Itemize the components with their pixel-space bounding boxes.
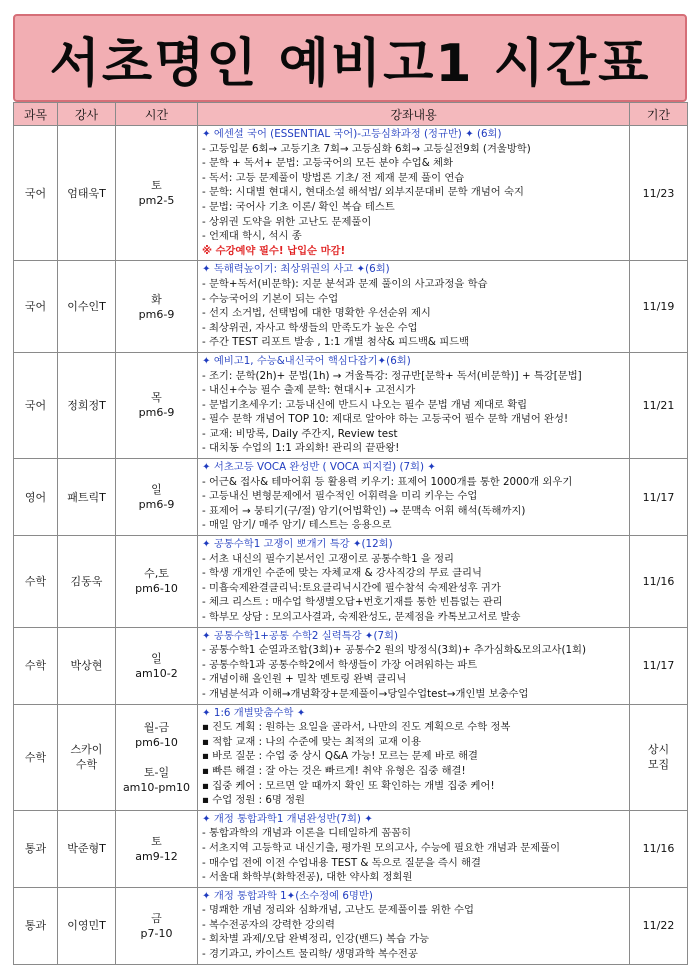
period-text: 11/21 — [642, 398, 675, 412]
content-line: - 조기: 문학(2h)+ 문법(1h) → 겨울특강: 정규반[문학+ 독서(비문학)] + 특강[문법] — [202, 369, 582, 382]
content-line: - 최상위권, 자사고 학생들의 만족도가 높은 수업 — [202, 321, 418, 334]
teacher-cell — [58, 126, 116, 261]
content-line: ▪ 진도 계획 : 원하는 요일을 골라서, 나만의 진도 계획으로 수학 정복 — [202, 721, 511, 734]
period-text: 11/23 — [642, 186, 675, 200]
content-line: ▪ 바로 질문 : 수업 중 상시 Q&A 가능! 모르는 문제 바로 해결 — [202, 750, 478, 763]
table-row — [14, 627, 688, 704]
content-line: - 경기과고, 카이스트 물리학/ 생명과학 복수전공 — [202, 948, 418, 961]
subject-cell: 국어 — [14, 126, 58, 261]
content-line: - 내신+수능 필수 출제 문학: 현대시+ 고전시가 — [202, 384, 416, 397]
page-title: 서초명인 예비고1 시간표 — [49, 33, 651, 94]
content-line: - 서초지역 고등학교 내신기출, 평가원 모의고사, 수능에 필요한 개념과 문제풀이 — [202, 841, 561, 854]
content-cell — [198, 459, 630, 536]
content-cell — [198, 536, 630, 628]
period-text: 11/17 — [642, 490, 675, 504]
content-cell — [198, 352, 630, 458]
time-line — [118, 750, 195, 765]
period-text: 11/16 — [642, 842, 675, 856]
period-text: 11/16 — [642, 574, 675, 588]
time-line: 토 — [151, 834, 162, 848]
time-line: am10-pm10 — [122, 780, 191, 794]
content-line: - 문학: 시대별 현대시, 현대소설 해석법/ 외부지문대비 문학 개념어 숙지 — [202, 186, 524, 199]
teacher-cell — [58, 261, 116, 353]
title-banner — [13, 14, 687, 102]
subject-cell: 국어 — [14, 261, 58, 353]
table-row — [14, 536, 688, 628]
period-cell — [630, 887, 688, 964]
teacher-text: 김동욱 — [70, 574, 103, 588]
content-line: - 주간 TEST 리포트 발송 , 1:1 개별 첨삭& 피드백& 피드백 — [202, 336, 470, 349]
period-cell — [630, 261, 688, 353]
teacher-line: 수학 — [75, 758, 98, 772]
time-line: 수,토 — [144, 567, 169, 581]
timetable — [13, 102, 688, 965]
content-line: ▪ 집중 케어 : 모르면 알 때까지 확인 또 확인하는 개별 집중 케어! — [202, 779, 495, 792]
content-line: ✦ 예비고1, 수능&내신국어 핵심다잡기✦(6회) — [202, 354, 411, 367]
period-text: 11/22 — [642, 919, 675, 933]
content-line: - 명쾌한 개념 정리와 심화개념, 고난도 문제풀이를 위한 수업 — [202, 904, 474, 917]
content-line: - 통합과학의 개념과 이론을 디테일하게 꼼꼼히 — [202, 827, 412, 840]
timetable-sheet — [13, 14, 687, 961]
period-cell — [630, 352, 688, 458]
period-cell — [630, 536, 688, 628]
teacher-text: 정희정T — [67, 398, 106, 412]
header-row — [14, 103, 688, 126]
content-line: - 매수업 전에 이전 수업내용 TEST & 독으로 질문을 즉시 해결 — [202, 856, 481, 869]
content-line: - 매일 암기/ 매주 암기/ 테스트는 응용으로 — [202, 519, 392, 532]
subject-cell: 영어 — [14, 459, 58, 536]
col-header-time: 시간 — [116, 103, 198, 126]
content-line: - 개념분석과 이해→개념확장+문제풀이→당일수업test→개인별 보충수업 — [202, 687, 529, 700]
content-line: - 학부모 상담 : 모의고사결과, 숙제완성도, 문제점을 카톡보고서로 발송 — [202, 611, 521, 623]
time-cell — [116, 810, 198, 887]
col-header-period: 기간 — [630, 103, 688, 126]
content-line: - 수능국어의 기본이 되는 수업 — [202, 292, 339, 305]
content-line: ※ 수강예약 필수! 납입순 마감! — [202, 244, 346, 257]
content-line: - 학생 개개인 수준에 맞는 자체교재 & 강사직강의 무료 클리닉 — [202, 567, 482, 580]
content-line: - 문학+독서(비문학): 지문 분석과 문제 풀이의 사고과정을 학습 — [202, 277, 488, 290]
teacher-text: 박준형T — [67, 842, 106, 856]
subject-cell: 통과 — [14, 810, 58, 887]
content-line: ✦ 서초고등 VOCA 완성반 ( VOCA 피지컬) (7회) ✦ — [202, 461, 436, 474]
teacher-text: 패트릭T — [67, 490, 106, 504]
time-line: 토-일 — [143, 765, 170, 779]
time-line: 일 — [151, 483, 162, 497]
content-cell — [198, 627, 630, 704]
time-line: 월-금 — [143, 720, 170, 734]
time-cell — [116, 261, 198, 353]
time-line: 일 — [151, 651, 162, 665]
content-line: - 대치동 수업의 1:1 과외화! 관리의 끝판왕! — [202, 442, 400, 455]
table-row — [14, 261, 688, 353]
period-cell — [630, 810, 688, 887]
content-line: - 선지 소거법, 선택법에 대한 명확한 우선순위 제시 — [202, 307, 431, 320]
content-line: - 고등내신 변형문제에서 필수적인 어휘력을 미리 키우는 수업 — [202, 490, 478, 503]
content-line: ✦ 독해력높이기: 최상위권의 사고 ✦(6회) — [202, 263, 390, 276]
table-row — [14, 459, 688, 536]
period-cell — [630, 459, 688, 536]
content-line: - 서울대 화학부(화학전공), 대한 약사회 정회원 — [202, 871, 413, 884]
teacher-cell — [58, 352, 116, 458]
period-text: 11/17 — [642, 659, 675, 673]
content-line: - 어근& 접사& 테마어휘 등 활용력 키우기: 표제어 1000개를 통한 2000개 외우기 — [202, 475, 573, 488]
teacher-cell — [58, 459, 116, 536]
time-line: 금 — [151, 911, 162, 925]
period-line: 모집 — [647, 758, 670, 772]
teacher-cell — [58, 704, 116, 810]
content-line: - 문법: 국어사 기초 이론/ 확인 복습 테스트 — [202, 200, 395, 213]
col-header-content: 강좌내용 — [198, 103, 630, 126]
content-line: - 독서: 고등 문제풀이 방법론 기초/ 전 제재 문제 풀이 연습 — [202, 171, 465, 184]
content-line: ▪ 빠른 해결 : 잘 아는 것은 빠르게! 취약 유형은 집중 해결! — [202, 764, 466, 777]
content-line: ✦ 1:6 개별맞춤수학 ✦ — [202, 706, 306, 719]
content-line: ▪ 적합 교재 : 나의 수준에 맞는 최적의 교재 이용 — [202, 735, 421, 748]
time-cell — [116, 459, 198, 536]
teacher-text: 박상현 — [70, 659, 103, 673]
content-cell — [198, 126, 630, 261]
content-line: - 고등입문 6회→ 고등기초 7회→ 고등심화 6회→ 고등실전9회 (겨울방학) — [202, 142, 531, 155]
content-line: - 문법기초세우기: 고등내신에 반드시 나오는 필수 문법 개념 제대로 확립 — [202, 398, 528, 411]
subject-cell: 수학 — [14, 704, 58, 810]
content-line: ✦ 개정 통합과학 1✦(소수정예 6명반) — [202, 889, 373, 902]
subject-cell: 국어 — [14, 352, 58, 458]
period-cell — [630, 126, 688, 261]
period-cell — [630, 704, 688, 810]
table-row — [14, 704, 688, 810]
period-line: 상시 — [647, 743, 670, 757]
content-cell — [198, 810, 630, 887]
period-text: 11/19 — [642, 300, 675, 314]
time-line: 토 — [151, 179, 162, 193]
content-line: - 교재: 비망록, Daily 주간지, Review test — [202, 427, 398, 440]
table-row — [14, 126, 688, 261]
time-line: pm6-9 — [138, 307, 175, 321]
time-line: p7-10 — [140, 926, 173, 940]
teacher-text: 이영민T — [67, 919, 106, 933]
time-cell — [116, 536, 198, 628]
content-line: ✦ 에센셜 국어 (ESSENTIAL 국어)-고등심화과정 (정규반) ✦ (6회) — [202, 128, 502, 140]
teacher-cell — [58, 536, 116, 628]
content-line: - 미흡숙제완결클리닉:토요클리닉시간에 필수참석 숙제완성후 귀가 — [202, 581, 501, 594]
col-header-teacher: 강사 — [58, 103, 116, 126]
teacher-cell — [58, 627, 116, 704]
time-cell — [116, 887, 198, 964]
time-line: am10-2 — [135, 666, 178, 680]
teacher-cell — [58, 810, 116, 887]
content-line: ▪ 수업 정원 : 6명 정원 — [202, 794, 305, 807]
time-cell — [116, 704, 198, 810]
subject-cell: 통과 — [14, 887, 58, 964]
content-line: - 문학 + 독서+ 문법: 고등국어의 모든 분야 수업& 체화 — [202, 157, 453, 170]
content-cell — [198, 704, 630, 810]
time-line: am9-12 — [135, 849, 178, 863]
table-row — [14, 810, 688, 887]
time-line: pm6-9 — [138, 498, 175, 512]
content-line: - 서초 내신의 필수기본서인 고쟁이로 공통수학1 을 정리 — [202, 552, 455, 565]
teacher-cell — [58, 887, 116, 964]
time-line: pm2-5 — [138, 194, 175, 208]
content-cell — [198, 887, 630, 964]
content-line: - 필수 문학 개념어 TOP 10: 제대로 알아야 하는 고등국어 필수 문학 개념어 완성! — [202, 413, 569, 426]
content-line: - 복수전공자의 강력한 강의력 — [202, 918, 335, 931]
content-line: - 개념이해 올인원 + 밀착 멘토링 완벽 클리닉 — [202, 673, 407, 686]
table-row — [14, 887, 688, 964]
time-cell — [116, 627, 198, 704]
time-line: 목 — [151, 391, 162, 405]
table-row — [14, 352, 688, 458]
time-line: 화 — [151, 292, 162, 306]
period-cell — [630, 627, 688, 704]
content-line: ✦ 공통수학1+공통 수학2 실력특강 ✦(7회) — [202, 629, 398, 642]
content-line: - 공통수학1 순열과조합(3회)+ 공통수2 원의 방정식(3회)+ 추가심화&모의고사(1회) — [202, 644, 587, 657]
col-header-subject: 과목 — [14, 103, 58, 126]
time-line: pm6-10 — [135, 735, 178, 749]
content-line: - 회차별 과제/오답 완벽정리, 인강(밴드) 복습 가능 — [202, 933, 430, 946]
subject-cell: 수학 — [14, 536, 58, 628]
teacher-text: 이수인T — [67, 300, 106, 314]
time-line: pm6-10 — [135, 582, 178, 596]
content-line: ✦ 공통수학1 고쟁이 뽀개기 특강 ✦(12회) — [202, 538, 393, 551]
content-line: - 상위권 도약을 위한 고난도 문제풀이 — [202, 215, 372, 228]
subject-cell: 수학 — [14, 627, 58, 704]
teacher-line: 스카이 — [70, 743, 103, 757]
content-line: - 공통수학1과 공통수학2에서 학생들이 가장 어려워하는 파트 — [202, 658, 478, 671]
teacher-text: 엄태욱T — [67, 186, 106, 200]
content-cell — [198, 261, 630, 353]
time-cell — [116, 126, 198, 261]
content-line: ✦ 개정 통합과학1 개념완성반(7회) ✦ — [202, 812, 373, 825]
content-line: - 언제대 학시, 석시 종 — [202, 230, 302, 243]
time-line: pm6-9 — [138, 406, 175, 420]
time-cell — [116, 352, 198, 458]
content-line: - 체크 리스트 : 매수업 학생별오답+번호기재를 통한 빈틈없는 관리 — [202, 596, 503, 609]
content-line: - 표제어 → 뭉티기(구/절) 암기(어법확인) → 문맥속 어휘 해석(독해까지) — [202, 504, 526, 517]
